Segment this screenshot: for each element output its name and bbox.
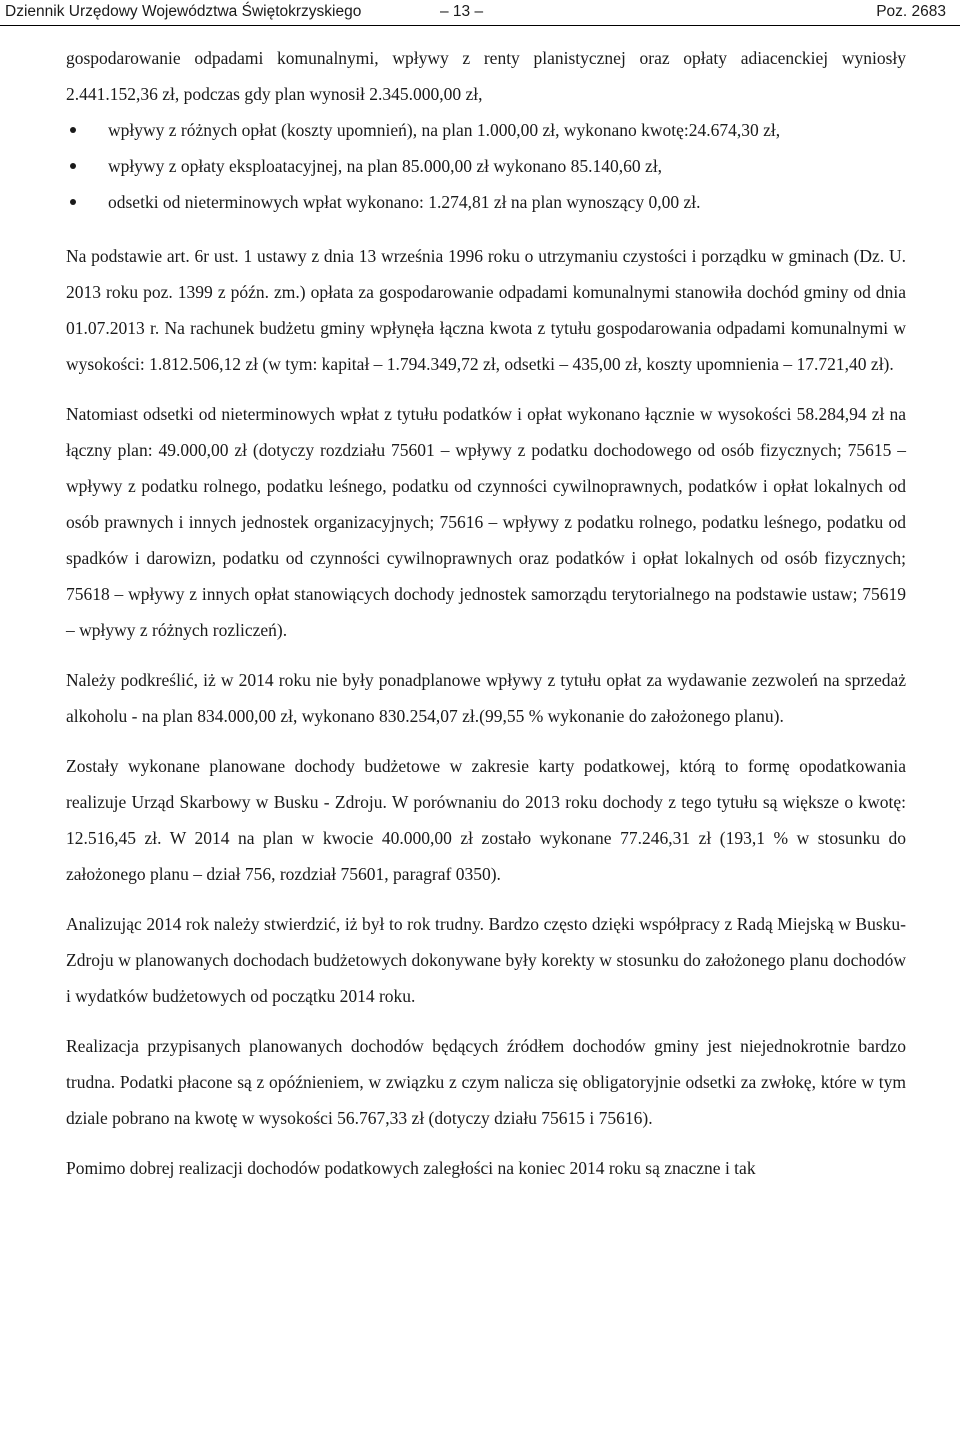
page-header	[0, 0, 960, 26]
paragraph-arrears: Pomimo dobrej realizacji dochodów podatkowych zaległości na koniec 2014 roku są znaczne i tak	[66, 1158, 756, 1178]
paragraph-alcohol-permits: Należy podkreślić, iż w 2014 roku nie były ponadplanowe wpływy z tytułu opłat za wydawanie zezwoleń na sprzedaż alkoholu - na plan 834.000,00 zł, wykonano 830.254,07 zł.(99,55 % wykonanie do założonego planu).	[66, 670, 906, 726]
bullet-icon	[70, 199, 76, 205]
paragraph-continuation: gospodarowanie odpadami komunalnymi, wpływy z renty planistycznej oraz opłaty adiacenckiej wyniosły 2.441.152,36 zł, podczas gdy plan wynosił 2.345.000,00 zł,	[66, 48, 906, 104]
paragraph-interest: Natomiast odsetki od nieterminowych wpłat z tytułu podatków i opłat wykonano łącznie w wysokości 58.284,94 zł na łączny plan: 49.000,00 zł (dotyczy rozdziału 75601 – wpływy z podatku dochodowego od osób fizycznych; 75615 – wpływy z podatku rolnego, podatku leśnego, podatku od czynności cywilnoprawnych, podatków i opłat lokalnych od osób prawnych i innych jednostek organizacyjnych; 75616 – wpływy z podatku rolnego, podatku leśnego, podatku od spadków i darowizn, podatku od czynności cywilnoprawnych oraz podatków i opłat lokalnych od osób fizycznych; 75618 – wpływy z innych opłat stanowiących dochody jednostek samorządu terytorialnego na podstawie ustaw; 75619 – wpływy z różnych rozliczeń).	[66, 404, 906, 640]
page-number: – 13 –	[440, 3, 484, 20]
paragraph-waste-fee: Na podstawie art. 6r ust. 1 ustawy z dnia 13 września 1996 roku o utrzymaniu czystości i porządku w gminach (Dz. U. 2013 roku poz. 1399 z późn. zm.) opłata za gospodarowanie odpadami komunalnymi stanowiła dochód gminy od dnia 01.07.2013 r. Na rachunek budżetu gminy wpłynęła łączna kwota z tytułu gospodarowania odpadami komunalnymi w wysokości: 1.812.506,12 zł (w tym: kapitał – 1.794.349,72 zł, odsetki – 435,00 zł, koszty upomnienia – 17.721,40 zł).	[66, 246, 906, 374]
paragraph-analysis: Analizując 2014 rok należy stwierdzić, iż był to rok trudny. Bardzo często dzięki współpracy z Radą Miejską w Busku-Zdroju w planowanych dochodach budżetowych dokonywane były korekty w stosunku do założonego planu dochodów i wydatków budżetowych od początku 2014 roku.	[66, 914, 906, 1006]
paragraph-tax-card: Zostały wykonane planowane dochody budżetowe w zakresie karty podatkowej, którą to formę opodatkowania realizuje Urząd Skarbowy w Busku - Zdroju. W porównaniu do 2013 roku dochody z tego tytułu są większe o kwotę: 12.516,45 zł. W 2014 na plan w kwocie 40.000,00 zł zostało wykonane 77.246,31 zł (193,1 % w stosunku do założonego planu – dział 756, rozdział 75601, paragraf 0350).	[66, 756, 906, 884]
bullet-text: wpływy z opłaty eksploatacyjnej, na plan 85.000,00 zł wykonano 85.140,60 zł,	[108, 156, 663, 176]
bullet-item	[66, 112, 906, 148]
journal-title: Dziennik Urzędowy Województwa Świętokrzyskiego	[5, 3, 362, 20]
position-number: Poz. 2683	[876, 3, 946, 20]
paragraph-realization: Realizacja przypisanych planowanych dochodów będących źródłem dochodów gminy jest niejednokrotnie bardzo trudna. Podatki płacone są z opóźnieniem, w związku z czym nalicza się obligatoryjnie odsetki za zwłokę, które w tym dziale pobrano na kwotę w wysokości 56.767,33 zł (dotyczy działu 75615 i 75616).	[66, 1036, 906, 1128]
bullet-icon	[70, 127, 76, 133]
bullet-item	[66, 184, 906, 220]
bullet-text: wpływy z różnych opłat (koszty upomnień), na plan 1.000,00 zł, wykonano kwotę:24.674,30 zł,	[108, 120, 781, 140]
bullet-list	[66, 112, 906, 220]
header-rule	[0, 25, 960, 26]
bullet-text: odsetki od nieterminowych wpłat wykonano: 1.274,81 zł na plan wynoszący 0,00 zł.	[108, 192, 701, 212]
bullet-icon	[70, 163, 76, 169]
bullet-item	[66, 148, 906, 184]
document-body	[66, 40, 906, 1186]
